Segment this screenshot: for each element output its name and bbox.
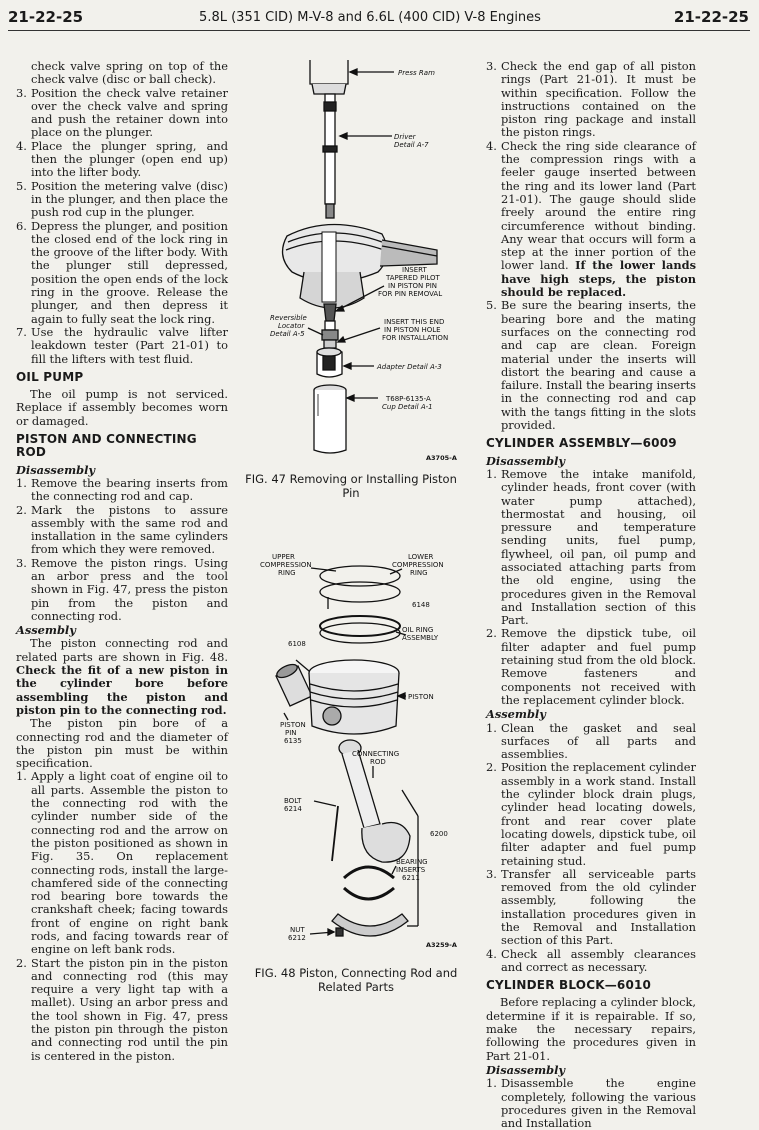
label-nut: NUT <box>290 926 305 934</box>
label-cup: T68P-6135-A <box>386 395 431 403</box>
paragraph: The piston connecting rod and related parts are shown in Fig. 48. Check the fit of a new piston in the cylinder bore before assembling the piston and piston pin to the connecting rod. <box>16 636 228 717</box>
figure-47-drawing <box>232 36 482 996</box>
paragraph: Before replacing a cylinder block, determine if it is repairable. If so, make the necessary repairs, following the procedures given in Part 21-01. <box>486 995 696 1063</box>
page-number-left: 21-22-25 <box>8 8 84 26</box>
step: 1. Apply a light coat of engine oil to all parts. Assemble the piston to the connecting rod with the cylinder number side of the connecting rod and the arrow on the piston positioned as shown in Fig. 35. On replacement connecting rods, install the large-chamfered side of the connecting rod bearing bore towards the crankshaft cheek; facing towards front of engine on right bank rods, and facing towards rear of engine on left bank rods. <box>16 769 228 957</box>
section-heading-cylinder-block: CYLINDER BLOCK—6010 <box>486 978 652 993</box>
left-column <box>16 60 228 1063</box>
step: 7. Use the hydraulic valve lifter leakdown tester (Part 21-01) to fill the lifters with test fluid. <box>16 324 228 366</box>
label-insert-end-3: FOR INSTALLATION <box>382 334 449 342</box>
section-heading-piston: PISTON AND CONNECTING ROD <box>16 432 197 460</box>
label-piston-pin-2: PIN <box>285 729 297 737</box>
label-insert-tapered-4: FOR PIN REMOVAL <box>378 290 443 298</box>
step: 3. Check the end gap of all piston rings (Part 21-01). It must be within specification. Follow the instructions contained on the piston ring package and install the piston rings. <box>486 59 696 140</box>
label-insert-tapered-3: IN PISTON PIN <box>388 282 438 290</box>
label-bearing-inserts-2: INSERTS <box>396 866 426 874</box>
label-reversible-3: Detail A-5 <box>270 330 305 338</box>
subheading-disassembly: Disassembly <box>486 453 566 468</box>
step: 2. Mark the pistons to assure assembly with the same rod and installation in the same cylinders from which they were removed. <box>16 502 228 557</box>
label-6108: 6108 <box>288 640 306 648</box>
label-oil-ring-2: ASSEMBLY <box>402 634 439 642</box>
subheading-disassembly: Disassembly <box>486 1062 566 1077</box>
label-lower-ring-3: RING <box>410 569 428 577</box>
figure-code-48: A3259-A <box>426 941 457 949</box>
label-piston: PISTON <box>408 693 434 701</box>
label-6200: 6200 <box>430 830 448 838</box>
label-connecting-rod-2: ROD <box>370 758 386 766</box>
step: 1. Clean the gasket and seal surfaces of all parts and assemblies. <box>486 720 696 762</box>
step: 6. Depress the plunger, and position the closed end of the lock ring in the groove of the lifter body. With the plunger still depressed, position the open ends of the lock ring in the groove. Release the plunger, and then depress it again to fully seat the lock ring. <box>16 218 228 326</box>
figures-column <box>232 36 482 996</box>
paragraph: The piston pin bore of a connecting rod and the diameter of the piston pin must be within specification. <box>16 716 228 771</box>
header-rule <box>8 30 750 31</box>
step: 3. Remove the piston rings. Using an arbor press and the tool shown in Fig. 47, press the piston pin from the piston and connecting rod. <box>16 555 228 623</box>
label-piston-pin-3: 6135 <box>284 737 302 745</box>
label-cup-2: Cup Detail A-1 <box>382 403 433 411</box>
label-upper-ring-3: RING <box>278 569 296 577</box>
figure-code: A3705-A <box>426 454 457 462</box>
label-insert-end-2: IN PISTON HOLE <box>384 326 441 334</box>
step: 2. Remove the dipstick tube, oil filter adapter and fuel pump retaining stud from the old block. Remove fasteners and components not received with the replacement cylinder block. <box>486 626 696 707</box>
step: 4. Place the plunger spring, and then the plunger (open end up) into the lifter body. <box>16 138 228 180</box>
right-column <box>486 60 696 1130</box>
label-6148: 6148 <box>412 601 430 609</box>
label-insert-tapered: INSERT <box>402 266 427 274</box>
label-bearing-inserts: BEARING <box>396 858 428 866</box>
label-reversible-2: Locator <box>278 322 305 330</box>
subheading-disassembly: Disassembly <box>16 462 96 477</box>
step: 5. Be sure the bearing inserts, the bearing bore and the mating surfaces on the connecting rod and cap are clean. Foreign material under the inserts will distort the bearing and cause a failure. Install the bearing inserts in the connecting rod and cap with the tangs fitting in the slots provided. <box>486 298 696 433</box>
step: 3. Position the check valve retainer over the check valve and spring and push the retainer down into place on the plunger. <box>16 85 228 140</box>
step: 1. Disassemble the engine completely, following the various procedures given in the Removal and Installation <box>486 1076 696 1130</box>
step: 1. Remove the intake manifold, cylinder heads, front cover (with water pump attached), thermostat and housing, oil pressure and temperature sending units, fuel pump, flywheel, oil pan, oil pump and associated attaching parts from the old engine, using the procedures given in the Removal and Installation section of this Part. <box>486 466 696 628</box>
label-press-ram: Press Ram <box>398 69 435 77</box>
step: 5. Position the metering valve (disc) in the plunger, and then place the push rod cup in the plunger. <box>16 178 228 220</box>
figure-48-caption: FIG. 48 Piston, Connecting Rod and Related Parts <box>254 966 458 994</box>
label-driver-detail: Detail A-7 <box>394 141 429 149</box>
step-cont: check valve spring on top of the check valve (disc or ball check). <box>31 59 228 87</box>
label-adapter: Adapter Detail A-3 <box>377 363 442 371</box>
figure-47-caption: FIG. 47 Removing or Installing Piston Pin <box>245 472 457 500</box>
section-heading-cylinder-assembly: CYLINDER ASSEMBLY—6009 <box>486 436 677 451</box>
step: 4. Check all assembly clearances and correct as necessary. <box>486 946 696 974</box>
section-heading-oil-pump: OIL PUMP <box>16 369 84 384</box>
step: 2. Position the replacement cylinder assembly in a work stand. Install the cylinder block drain plugs, cylinder head locating dowels, front and rear cover plate locating dowels, dipstick tube, oil filter adapter and fuel pump retaining stud. <box>486 760 696 868</box>
label-connecting-rod: CONNECTING <box>352 750 400 758</box>
label-piston-pin: PISTON <box>280 721 306 729</box>
subheading-assembly: Assembly <box>16 623 76 638</box>
label-lower-ring: LOWER <box>408 553 434 561</box>
label-reversible: Reversible <box>270 314 307 322</box>
page-number-right: 21-22-25 <box>673 8 749 26</box>
label-bolt-2: 6214 <box>284 805 302 813</box>
label-bearing-inserts-3: 6211 <box>402 874 420 882</box>
paragraph: The oil pump is not serviced. Replace if assembly becomes worn or damaged. <box>16 387 228 428</box>
page-title: 5.8L (351 CID) M-V-8 and 6.6L (400 CID) V-8 Engines <box>199 10 541 25</box>
step: 1. Remove the bearing inserts from the connecting rod and cap. <box>16 475 228 504</box>
step: 4. Check the ring side clearance of the compression rings with a feeler gauge inserted between the ring and its lower land (Part 21-01). The gauge should slide freely around the entire ring circumference without binding. Any wear that occurs will form a step at the inner portion of the lower land. If the lower lands have high steps, the piston should be replaced. <box>486 138 697 300</box>
label-insert-tapered-2: TAPERED PILOT <box>386 274 440 282</box>
label-lower-ring-2: COMPRESSION <box>392 561 444 569</box>
label-driver: Driver <box>394 133 416 141</box>
label-oil-ring: OIL RING <box>402 626 434 634</box>
label-bolt: BOLT <box>284 797 302 805</box>
label-insert-end: INSERT THIS END <box>384 318 445 326</box>
step: 2. Start the piston pin in the piston and connecting rod (this may require a very light tap with a mallet). Using an arbor press and the tool shown in Fig. 47, press the piston pin through the piston and connecting rod until the pin is centered in the piston. <box>16 955 228 1063</box>
subheading-assembly: Assembly <box>486 707 546 722</box>
step: 3. Transfer all serviceable parts removed from the old cylinder assembly, following the installation procedures given in the Removal and Installation section of this Part. <box>486 866 696 948</box>
label-upper-ring-2: COMPRESSION <box>260 561 312 569</box>
label-upper-ring: UPPER <box>272 553 295 561</box>
label-nut-2: 6212 <box>288 934 306 942</box>
